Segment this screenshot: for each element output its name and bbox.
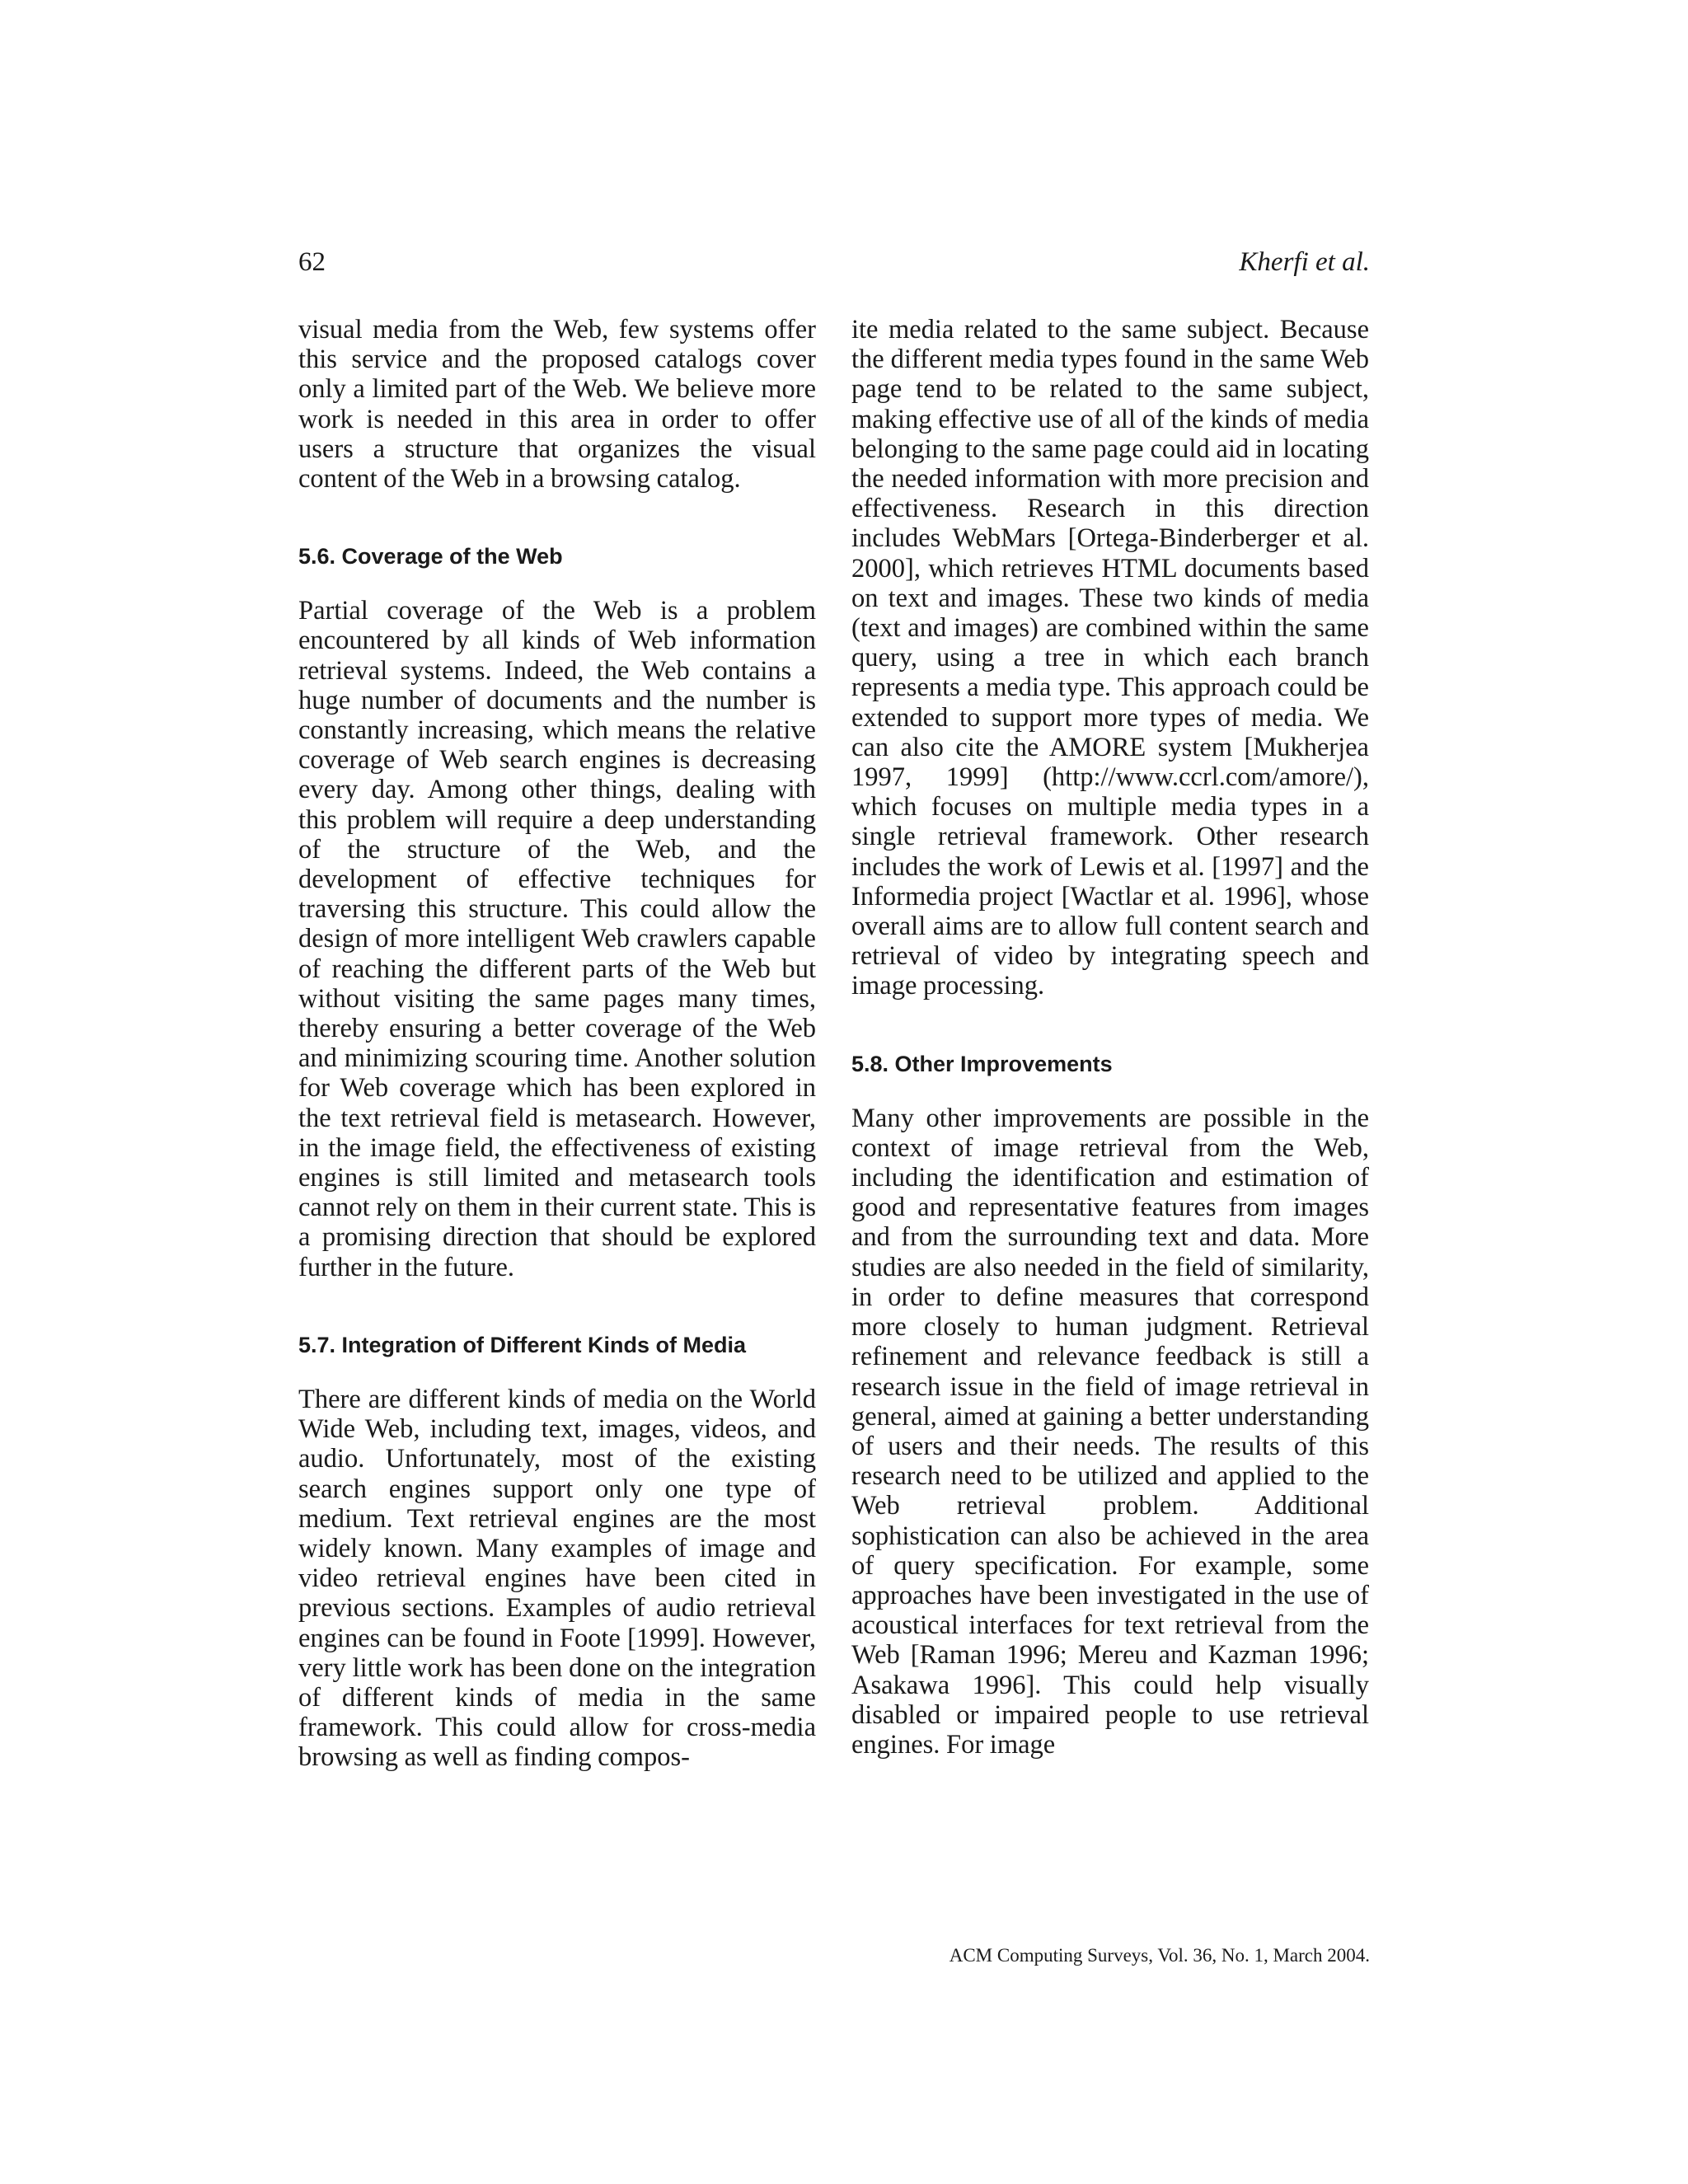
page-number: 62 — [298, 247, 326, 277]
paragraph-continued-right: ite media related to the same subject. Because the different media types found in the same Web page tend to be related to the same subject, making effective use of all of the kinds of media belonging to the same page could aid in locating the needed information with more precision and effectiveness. Research in this direction includes WebMars [Ortega-Binderberger et al. 2000], which retrieves HTML documents based on text and images. These two kinds of media (text and images) are combined within the same query, using a tree in which each branch represents a media type. This approach could be extended to support more types of media. We can also cite the AMORE system [Mukherjea 1997, 1999] (http://www.ccrl.com/amore/), which focuses on multiple media types in a single retrieval framework. Other research includes the work of Lewis et al. [1997] and the Informedia project [Wactlar et al. 1996], whose overall aims are to allow full content search and retrieval of video by integrating speech and image processing. — [851, 315, 1369, 1001]
paragraph-continued: visual media from the Web, few systems offer this service and the proposed catalogs cover only a limited part of the Web. We believe more work is needed in this area in order to offer users a structure that organizes the visual content of the Web in a browsing catalog. — [298, 315, 816, 494]
journal-footer: ACM Computing Surveys, Vol. 36, No. 1, March 2004. — [949, 1945, 1370, 1966]
section-body-5-6: Partial coverage of the Web is a problem encountered by all kinds of Web information retrieval systems. Indeed, the Web contains a huge number of documents and the number is constantly increasing, which means the relative coverage of Web search engines is decreasing every day. Among other things, dealing with this problem will require a deep understanding of the structure of the Web, and the development of effective techniques for traversing this structure. This could allow the design of more intelligent Web crawlers capable of reaching the different parts of the Web but without visiting the same pages many times, thereby ensuring a better coverage of the Web and minimizing scouring time. Another solution for Web coverage which has been explored in the text retrieval field is metasearch. However, in the image field, the effectiveness of existing engines is still limited and metasearch tools cannot rely on them in their current state. This is a promising direction that should be explored further in the future. — [298, 596, 816, 1282]
section-heading-5-7: 5.7. Integration of Different Kinds of Media — [298, 1332, 747, 1357]
section-body-5-7: There are different kinds of media on the World Wide Web, including text, images, videos, and audio. Unfortunately, most of the existing search engines support only one type of medium. Text retrieval engines are the most widely known. Many examples of image and video retrieval engines have been cited in previous sections. Examples of audio retrieval engines can be found in Foote [1999]. However, very little work has been done on the integration of different kinds of media in the same framework. This could allow for cross-media browsing as well as finding compos- — [298, 1384, 816, 1773]
running-header — [298, 247, 1370, 280]
left-column — [298, 315, 816, 1773]
section-heading-5-6: 5.6. Coverage of the Web — [298, 544, 563, 569]
section-body-5-8: Many other improvements are possible in the context of image retrieval from the Web, including the identification and estimation of good and representative features from images and from the surrounding text and data. More studies are also needed in the field of similarity, in order to define measures that correspond more closely to human judgment. Retrieval refinement and relevance feedback is still a research issue in the field of image retrieval in general, aimed at gaining a better understanding of users and their needs. The results of this research need to be utilized and applied to the Web retrieval problem. Additional sophistication can also be achieved in the area of query specification. For example, some approaches have been investigated in the use of acoustical interfaces for text retrieval from the Web [Raman 1996; Mereu and Kazman 1996; Asakawa 1996]. This could help visually disabled or impaired people to use retrieval engines. For image — [851, 1103, 1369, 1760]
right-column — [851, 315, 1369, 1760]
section-heading-5-8: 5.8. Other Improvements — [851, 1051, 1113, 1076]
running-author: Kherfi et al. — [1239, 247, 1370, 277]
